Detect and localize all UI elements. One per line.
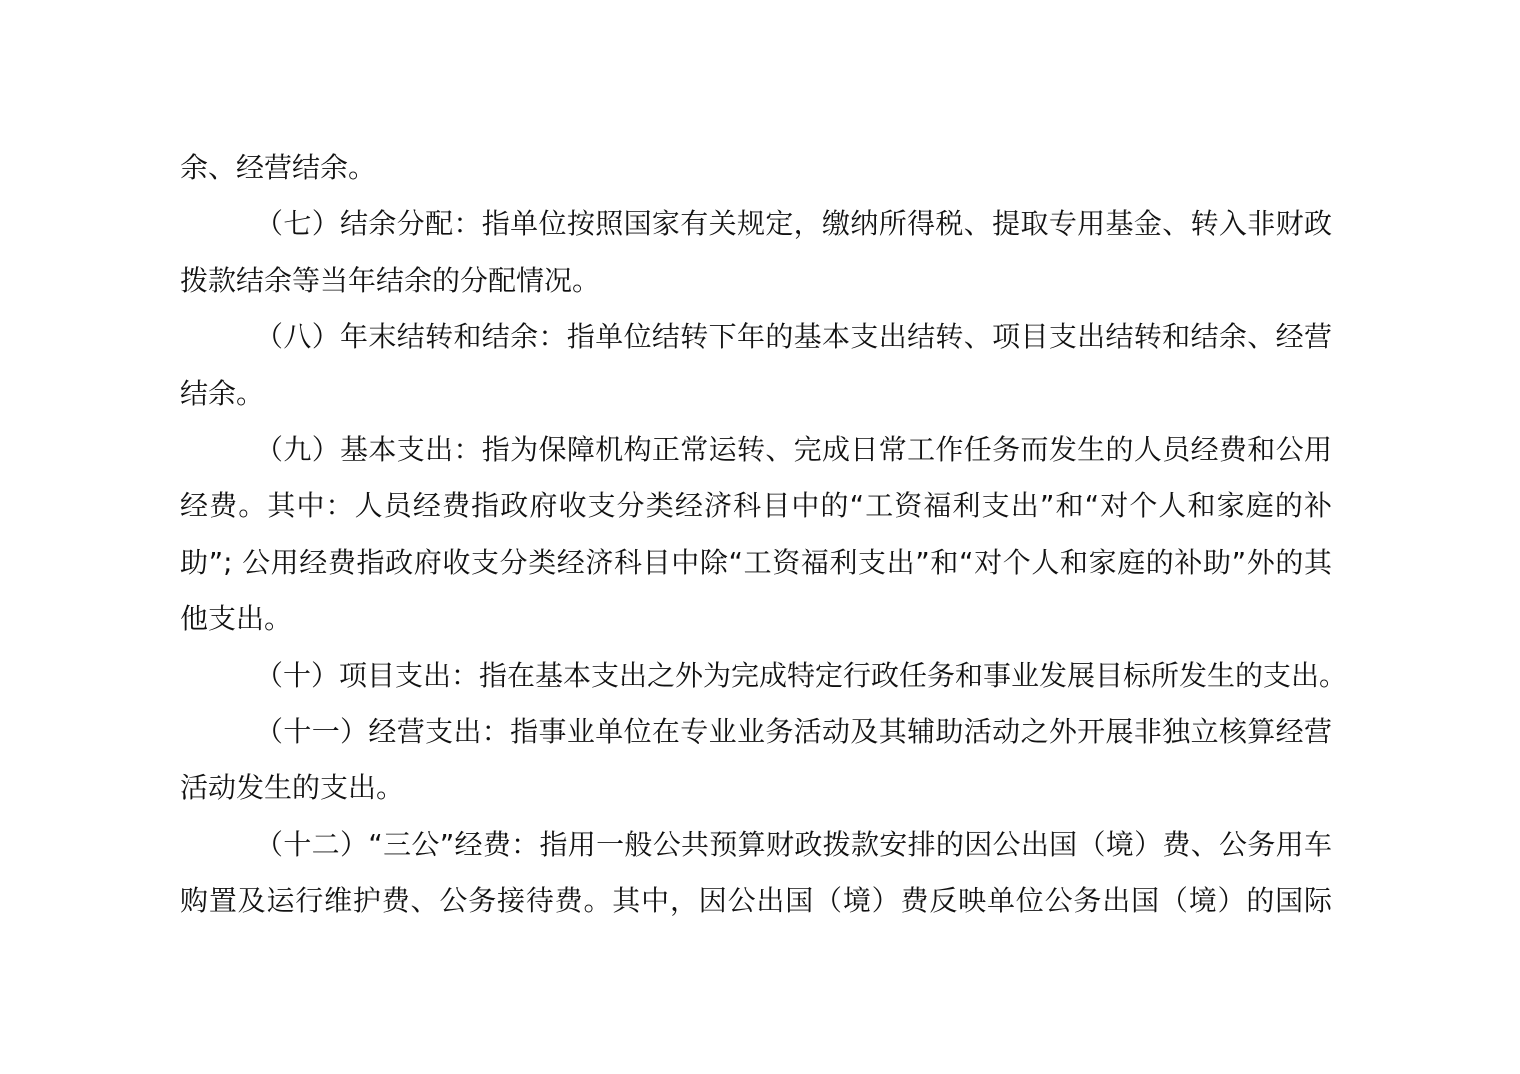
text-line: 拨款结余等当年结余的分配情况。 [180,263,601,297]
text-line: 活动发生的支出。 [180,771,405,805]
text-line: 经费。其中：人员经费指政府收支分类经济科目中的“工资福利支出”和“对个人和家庭的补 [180,489,1332,523]
text-line: （七）结余分配：指单位按照国家有关规定，缴纳所得税、提取专用基金、转入非财政 [255,207,1332,241]
text-line: （八）年末结转和结余：指单位结转下年的基本支出结转、项目支出结转和结余、经营 [255,320,1332,354]
text-line: （十）项目支出：指在基本支出之外为完成特定行政任务和事业发展目标所发生的支出。 [255,658,1348,692]
text-line: 助”; 公用经费指政府收支分类经济科目中除“工资福利支出”和“对个人和家庭的补助”外的其 [180,545,1332,579]
text-line: 余、经营结余。 [180,151,377,184]
text-line: （十一）经营支出：指事业单位在专业业务活动及其辅助活动之外开展非独立核算经营 [255,714,1332,748]
text-line: （十二）“三公”经费：指用一般公共预算财政拨款安排的因公出国（境）费、公务用车 [255,827,1332,861]
document-body [180,140,1348,929]
text-line: 他支出。 [180,602,293,636]
text-line: 购置及运行维护费、公务接待费。其中，因公出国（境）费反映单位公务出国（境）的国际 [180,884,1332,918]
text-line: （九）基本支出：指为保障机构正常运转、完成日常工作任务而发生的人员经费和公用 [255,432,1332,466]
text-line: 结余。 [180,376,265,410]
